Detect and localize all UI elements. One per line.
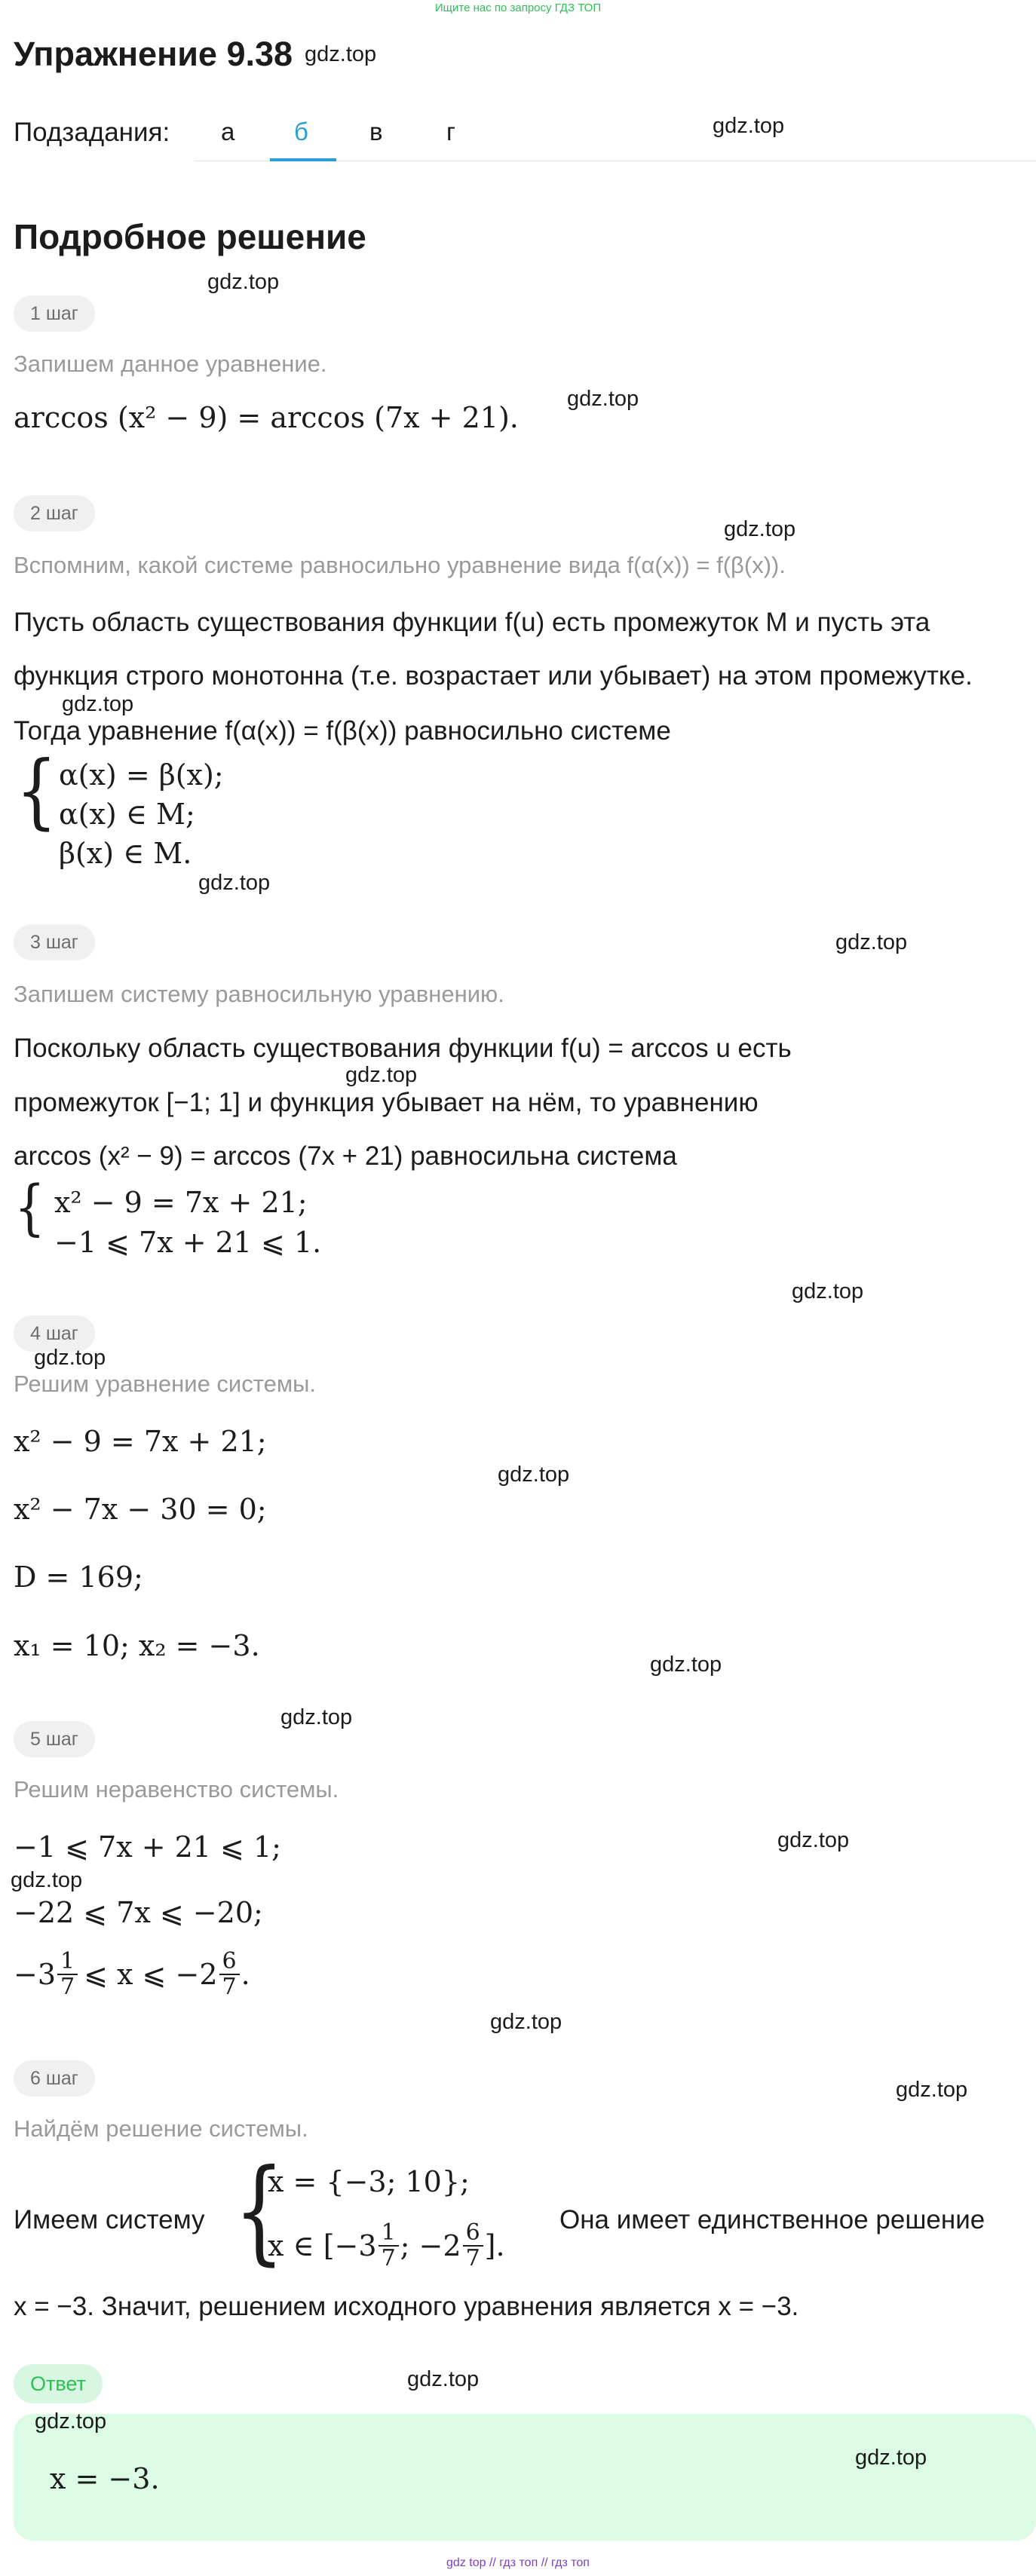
step-badge: 1 шаг bbox=[14, 296, 95, 332]
watermark: gdz.top bbox=[777, 1828, 850, 1852]
paragraph: Она имеет единственное решение bbox=[559, 2205, 985, 2234]
tab-g[interactable]: г bbox=[446, 118, 456, 145]
answer-badge: Ответ bbox=[14, 2364, 103, 2403]
tab-a[interactable]: а bbox=[221, 118, 235, 145]
watermark: gdz.top bbox=[280, 1705, 353, 1729]
equation: x² − 7x − 30 = 0; bbox=[14, 1493, 267, 1526]
system-brace: { bbox=[234, 2146, 285, 2277]
paragraph: Поскольку область существования функции f(u) = arccos u есть bbox=[14, 1034, 792, 1063]
equation: −22 ⩽ 7x ⩽ −20; bbox=[14, 1896, 263, 1929]
watermark: gdz.top bbox=[34, 1346, 106, 1370]
step-badge: 5 шаг bbox=[14, 1721, 95, 1757]
system-line: α(x) = β(x); bbox=[59, 758, 224, 792]
step-badge: 4 шаг bbox=[14, 1316, 95, 1352]
top-search-link[interactable]: Ищите нас по запросу ГДЗ ТОП bbox=[434, 2, 602, 14]
paragraph: x = −3. Значит, решением исходного уравнения является x = −3. bbox=[14, 2292, 799, 2321]
equation bbox=[14, 1950, 250, 1999]
paragraph: Тогда уравнение f(α(x)) = f(β(x)) равносильно системе bbox=[14, 716, 671, 746]
fraction: $\frac{1}{7}$ bbox=[57, 1950, 78, 1999]
watermark: gdz.top bbox=[62, 692, 134, 716]
step-hint: Запишем данное уравнение. bbox=[14, 351, 327, 377]
system-line: x² − 9 = 7x + 21; bbox=[54, 1186, 308, 1219]
system-line: x = {−3; 10}; bbox=[268, 2165, 470, 2198]
interval-end: ]. bbox=[484, 2228, 505, 2262]
system-line: α(x) ∈ M; bbox=[59, 798, 195, 831]
bottom-links[interactable]: gdz top // гдз топ // гдз топ bbox=[446, 2556, 590, 2569]
step-badge: 6 шаг bbox=[14, 2060, 95, 2097]
watermark: gdz.top bbox=[713, 114, 785, 138]
step-hint: Вспомним, какой системе равносильно уравнение вида f(α(x)) = f(β(x)). bbox=[14, 552, 786, 578]
equation: x₁ = 10; x₂ = −3. bbox=[14, 1629, 260, 1662]
step-hint: Решим неравенство системы. bbox=[14, 1776, 339, 1803]
watermark: gdz.top bbox=[198, 871, 271, 895]
step-badge: 3 шаг bbox=[14, 924, 95, 960]
watermark: gdz.top bbox=[305, 42, 377, 66]
watermark: gdz.top bbox=[792, 1279, 864, 1303]
period: . bbox=[241, 1957, 250, 1991]
watermark: gdz.top bbox=[498, 1463, 570, 1487]
interval-start: x ∈ [−3 bbox=[268, 2228, 377, 2262]
equation: x² − 9 = 7x + 21; bbox=[14, 1425, 267, 1458]
step-hint: Запишем систему равносильную уравнению. bbox=[14, 981, 504, 1007]
watermark: gdz.top bbox=[896, 2078, 968, 2102]
active-tab-indicator bbox=[270, 158, 336, 161]
watermark: gdz.top bbox=[650, 1652, 722, 1677]
watermark: gdz.top bbox=[35, 2409, 107, 2434]
paragraph: промежуток [−1; 1] и функция убывает на нём, то уравнению bbox=[14, 1088, 759, 1117]
inequality: ⩽ x ⩽ −2 bbox=[84, 1957, 218, 1991]
watermark: gdz.top bbox=[207, 270, 280, 294]
step-hint: Решим уравнение системы. bbox=[14, 1371, 317, 1397]
watermark: gdz.top bbox=[407, 2367, 480, 2391]
paragraph: функция строго монотонна (т.е. возрастает или убывает) на этом промежутке. bbox=[14, 661, 973, 691]
watermark: gdz.top bbox=[835, 930, 908, 954]
watermark: gdz.top bbox=[724, 517, 796, 541]
answer-value: x = −3. bbox=[50, 2462, 160, 2495]
watermark: gdz.top bbox=[567, 387, 639, 411]
watermark: gdz.top bbox=[855, 2446, 927, 2470]
watermark: gdz.top bbox=[345, 1063, 418, 1087]
tab-v[interactable]: в bbox=[369, 118, 383, 145]
number: −3 bbox=[14, 1957, 57, 1991]
page-title: Упражнение 9.38 bbox=[14, 35, 293, 73]
system-line: β(x) ∈ M. bbox=[59, 837, 192, 870]
watermark: gdz.top bbox=[11, 1868, 83, 1892]
paragraph: Имеем систему bbox=[14, 2205, 205, 2234]
section-title: Подробное решение bbox=[14, 217, 366, 256]
fraction: $\frac{6}{7}$ bbox=[219, 1950, 240, 1999]
system-line bbox=[268, 2221, 505, 2270]
fraction: $\frac{1}{7}$ bbox=[379, 2221, 399, 2270]
answer-box bbox=[14, 2414, 1036, 2541]
equation: −1 ⩽ 7x + 21 ⩽ 1; bbox=[14, 1830, 281, 1864]
subtasks-label: Подзадания: bbox=[14, 118, 170, 147]
interval-mid: ; −2 bbox=[400, 2228, 461, 2262]
step-hint: Найдём решение системы. bbox=[14, 2115, 308, 2142]
system-brace: { bbox=[15, 744, 57, 838]
tab-b[interactable]: б bbox=[294, 118, 308, 145]
fraction: $\frac{6}{7}$ bbox=[463, 2221, 483, 2270]
equation: arccos (x² − 9) = arccos (7x + 21). bbox=[14, 401, 519, 434]
system-line: −1 ⩽ 7x + 21 ⩽ 1. bbox=[54, 1226, 322, 1259]
paragraph: Пусть область существования функции f(u) есть промежуток M и пусть эта bbox=[14, 608, 930, 637]
equation: D = 169; bbox=[14, 1561, 143, 1594]
watermark: gdz.top bbox=[490, 2010, 562, 2034]
system-brace: { bbox=[14, 1172, 45, 1242]
paragraph: arccos (x² − 9) = arccos (7x + 21) равносильна система bbox=[14, 1141, 677, 1171]
step-badge: 2 шаг bbox=[14, 495, 95, 531]
